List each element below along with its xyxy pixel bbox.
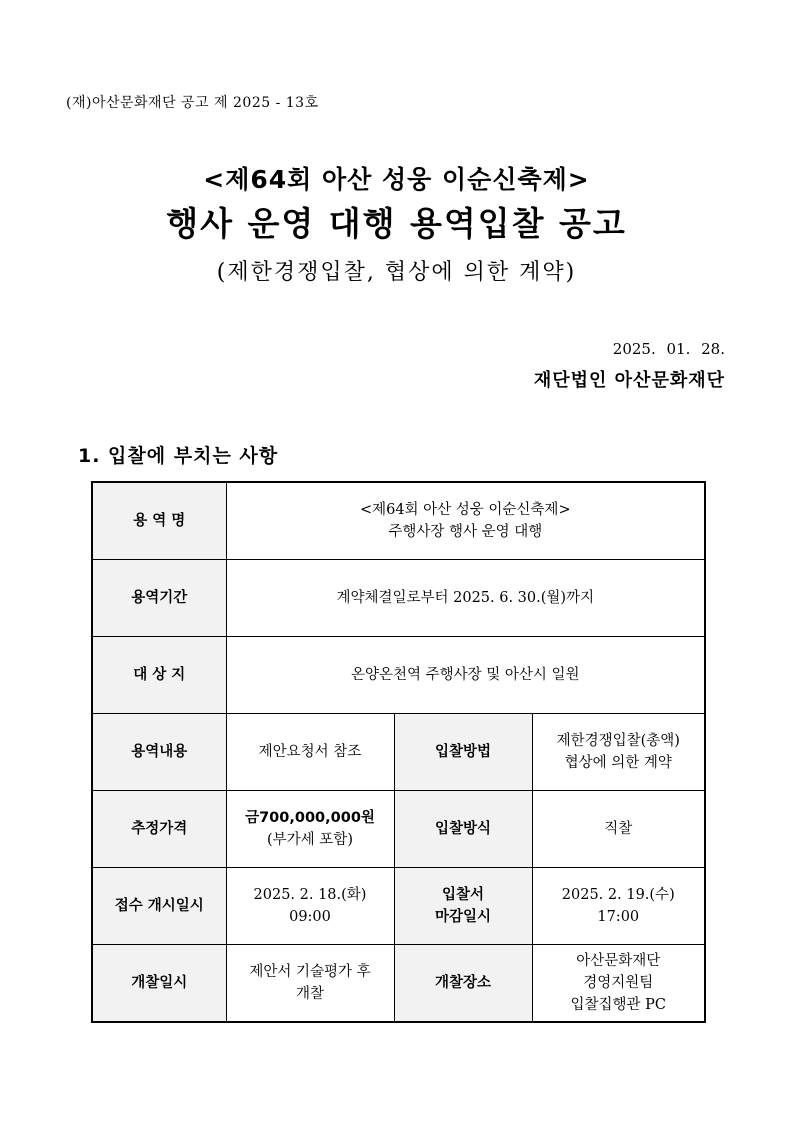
notice-date: 2025. 01. 28.: [612, 340, 725, 358]
section-heading: 1. 입찰에 부치는 사항: [78, 445, 279, 467]
period-value: 계약체결일로부터 2025. 6. 30.(월)까지: [226, 560, 705, 637]
price-note: (부가세 포함): [267, 832, 353, 848]
deadline-label: [394, 868, 532, 945]
opening-place-line: 아산문화재단: [576, 953, 661, 969]
opening-label: 개찰일시: [92, 945, 226, 1023]
table-row: [92, 482, 705, 560]
content-value: 제안요청서 참조: [226, 714, 394, 791]
site-label: 대 상 지: [92, 637, 226, 714]
title-contract-type: (제한경쟁입찰, 협상에 의한 계약): [216, 260, 577, 285]
opening-place-value: [532, 945, 705, 1023]
page-title: 행사 운영 대행 용역입찰 공고: [166, 204, 627, 243]
bid-info-table: [91, 481, 706, 1023]
table-row: [92, 868, 705, 945]
bid-type-label: 입찰방식: [394, 791, 532, 868]
price-value: [226, 791, 394, 868]
opening-place-line: 입찰집행관 PC: [570, 997, 667, 1013]
deadline-label-line: 입찰서: [441, 887, 485, 903]
service-name-line: <제64회 아산 성웅 이순신축제>: [359, 502, 571, 518]
content-label: 용역내용: [92, 714, 226, 791]
opening-line: 개찰: [295, 986, 324, 1002]
period-label: 용역기간: [92, 560, 226, 637]
deadline-time: 17:00: [597, 909, 640, 925]
opening-place-label: 개찰장소: [394, 945, 532, 1023]
table-row: [92, 714, 705, 791]
bid-method-line: 제한경쟁입찰(총액): [556, 733, 680, 749]
table-row: [92, 945, 705, 1023]
service-name-line: 주행사장 행사 운영 대행: [388, 524, 543, 540]
table-row: [92, 791, 705, 868]
price-amount: 금700,000,000원: [245, 810, 375, 826]
service-name-label: 용 역 명: [92, 482, 226, 560]
opening-value: [226, 945, 394, 1023]
deadline-label-line: 마감일시: [434, 909, 492, 925]
price-label: 추정가격: [92, 791, 226, 868]
table-row: [92, 560, 705, 637]
bid-method-label: 입찰방법: [394, 714, 532, 791]
site-value: 온양온천역 주행사장 및 아산시 일원: [226, 637, 705, 714]
bid-method-value: [532, 714, 705, 791]
bid-type-value: 직찰: [532, 791, 705, 868]
start-time: 09:00: [289, 909, 331, 925]
notice-number: (재)아산문화재단 공고 제 2025 - 13호: [66, 95, 319, 111]
title-festival: <제64회 아산 성웅 이순신축제>: [203, 165, 590, 194]
opening-place-line: 경영지원팀: [583, 975, 654, 991]
deadline-value: [532, 868, 705, 945]
start-date: 2025. 2. 18.(화): [253, 887, 367, 903]
start-value: [226, 868, 394, 945]
start-label: 접수 개시일시: [92, 868, 226, 945]
opening-line: 제안서 기술평가 후: [249, 964, 371, 980]
bid-method-line: 협상에 의한 계약: [564, 755, 672, 771]
deadline-date: 2025. 2. 19.(수): [561, 887, 675, 903]
issuer-name: 재단법인 아산문화재단: [533, 370, 725, 391]
table-row: [92, 637, 705, 714]
service-name-value: [226, 482, 705, 560]
